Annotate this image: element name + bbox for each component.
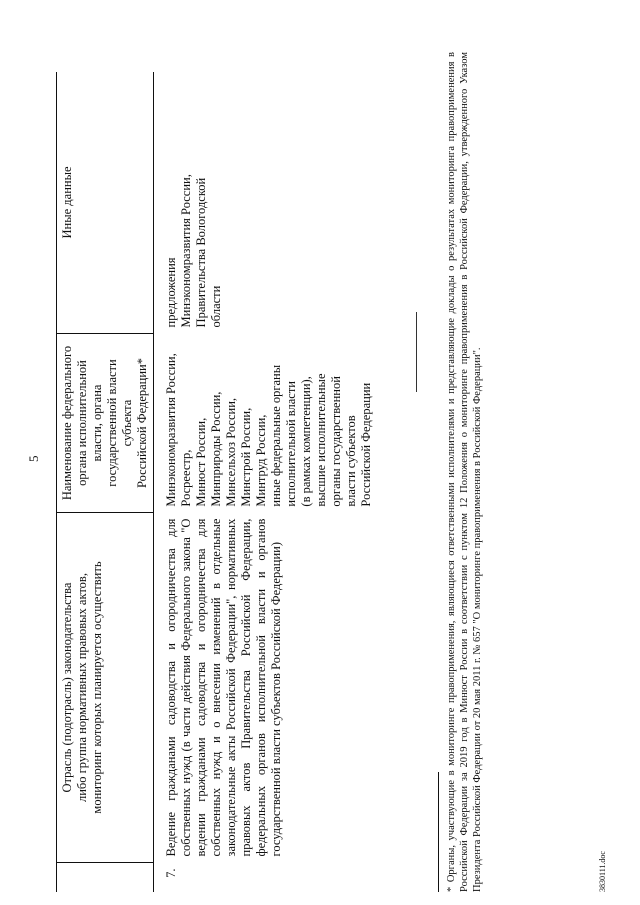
- header-organ: Наименование федерального органа исполнительной власти, органа государственной власти субъекта Российской Федерации*: [57, 333, 154, 512]
- row-organ: Минэкономразвития России, Росреестр, Минюст России, Минприроды России, Минсельхоз России, Минстрой России, Минтруд России, иные федеральные органы исполнительной власти (в рамках компетенции), высшие исполнительные органы государственной власти субъектов Российской Федерации: [164, 353, 373, 507]
- page-number: 5: [26, 455, 41, 462]
- header-branch: Отрасль (подотрасль) законодательства либо группа нормативных правовых актов, мониторинг которых планируется осуществить: [57, 513, 154, 863]
- document-id: 3830111.doc: [598, 851, 607, 892]
- monitoring-table: [56, 72, 377, 892]
- table-header-row: [57, 72, 154, 892]
- row-other: предложения Минэкономразвития России, Правительства Вологодской области: [164, 174, 223, 328]
- footnote-separator: [438, 772, 439, 892]
- row-number: 7.: [164, 868, 178, 878]
- footnote: * Органы, участвующие в мониторинге правоприменения, являющиеся ответственными исполнителями и представляющие доклады о результатах мониторинга правоприменения в Российской Федерации за 2019 год в Минюст России в соответствии с пунктом 12 Положения о мониторинге правоприменения в Российской Федерации, утвержденного Указом Президента Российской Федерации от 20 мая 2011 г. № 657 "О мониторинге правоприменения в Российской Федерации".: [446, 52, 483, 892]
- header-num: [57, 863, 154, 893]
- rotated-content: [20, 12, 620, 892]
- table-row: [154, 72, 378, 892]
- row-branch: Ведение гражданами садоводства и огородничества для собственных нужд (в части действия Федерального закона "О ведении гражданами садоводства и огородничества для собственных нужд и о внесении изменений в отдельные законодательные акты Российской Федерации", нормативных правовых актов Правительства Российской Федерации, федеральных органов исполнительной власти и органов государственной власти субъектов Российской Федерации): [164, 518, 283, 857]
- header-other: Иные данные: [57, 72, 154, 333]
- separator-line: [416, 312, 417, 392]
